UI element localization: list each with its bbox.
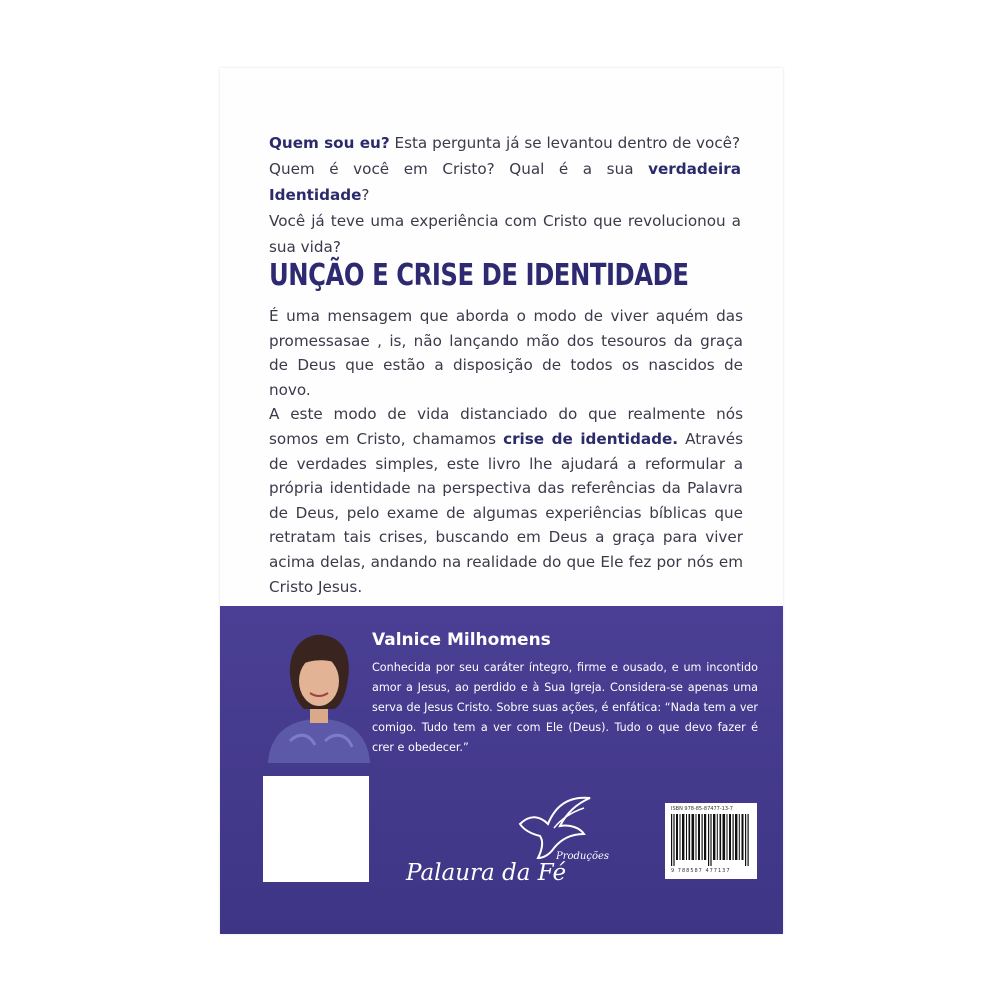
synopsis <box>269 304 743 599</box>
author-portrait <box>260 623 378 763</box>
author-panel <box>220 606 783 934</box>
synopsis-p2-end: Através de verdades simples, este livro lhe ajudará a reformular a própria identidade na perspectiva das referências da Palavra de Deus, pelo exame de algumas experiências bíblicas que retratam tais crises, buscando em Deus a graça para viver acima delas, andando na realidade do que Ele fez por nós em Cristo Jesus. <box>269 429 744 596</box>
publisher-logo <box>398 794 638 894</box>
book-title-heading: UNÇÃO E CRISE DE IDENTIDADE <box>269 258 689 293</box>
synopsis-paragraph-2 <box>269 402 743 599</box>
intro-question-3: Você já teve uma experiência com Cristo que revolucionou a sua vida? <box>269 212 741 256</box>
intro-identity-bold: verdadeira Identidade <box>269 160 741 204</box>
book-back-cover <box>220 68 783 934</box>
synopsis-paragraph-1: É uma mensagem que aborda o modo de viver aquém das promessasae , is, não lançando mão dos tesouros da graça de Deus que estão a disposição de todos os nascidos de novo. <box>269 307 743 399</box>
synopsis-p2-bold: crise de identidade. <box>503 429 679 448</box>
isbn-text: ISBN 978-85-87477-13-7 <box>671 806 733 812</box>
barcode-numbers: 9 788587 477137 <box>671 868 731 874</box>
blank-label-box <box>263 776 369 882</box>
synopsis-p2-start: A este modo de vida distanciado do que realmente nós somos em Cristo, chamamos <box>269 405 743 448</box>
intro-question-bold: Quem sou eu? <box>269 134 390 152</box>
intro-question-mark: ? <box>361 186 370 204</box>
author-name: Valnice Milhomens <box>372 630 551 650</box>
intro-questions <box>269 130 741 260</box>
intro-question-rest: Esta pergunta já se levantou dentro de você? <box>389 134 741 152</box>
author-bio: Conhecida por seu caráter íntegro, firme e ousado, e um incontido amor a Jesus, ao perdido e à Sua Igreja. Considera-se apenas uma serva de Jesus Cristo. Sobre suas ações, é enfática: “Nada tem a ver comigo. Tudo tem a ver com Ele (Deus). Tudo o que devo fazer é crer e obedecer.” <box>372 661 758 754</box>
barcode-bars <box>671 814 751 866</box>
publisher-name: Palaura da Fé <box>406 860 567 886</box>
intro-question-2: Quem é você em Cristo? Qual é a sua <box>269 160 649 178</box>
barcode <box>665 803 757 879</box>
publisher-producoes: Produções <box>556 851 610 862</box>
